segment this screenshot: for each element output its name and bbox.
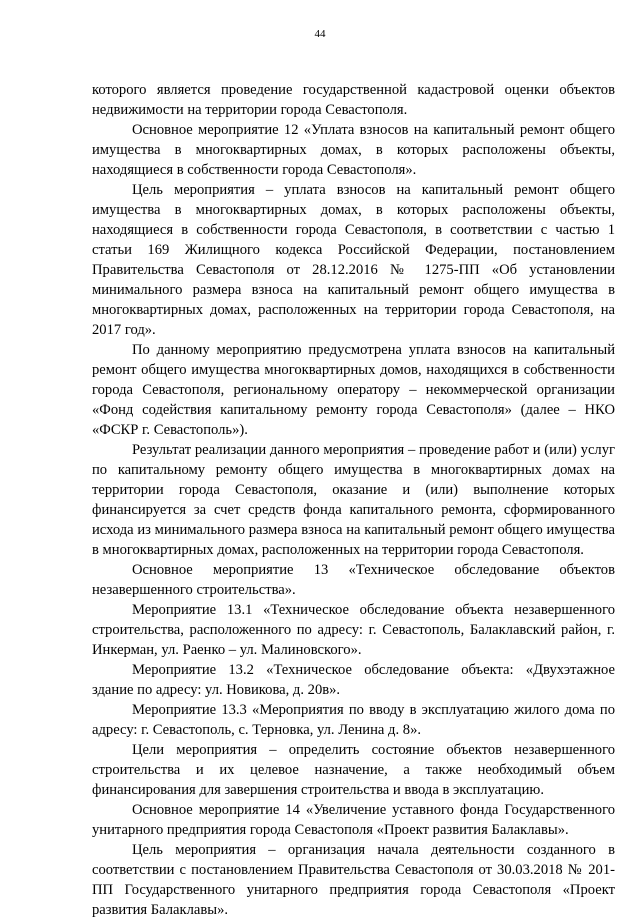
- paragraph-activity-13-3: Мероприятие 13.3 «Мероприятия по вводу в эксплуатацию жилого дома по адресу: г. Севастополь, с. Терновка, ул. Ленина д. 8».: [92, 702, 615, 738]
- paragraph-cadastral-continuation: которого является проведение государственной кадастровой оценки объектов недвижимости на территории города Севастополя.: [92, 82, 615, 118]
- paragraph-activity-13-1: Мероприятие 13.1 «Техническое обследование объекта незавершенного строительства, расположенного по адресу: г. Севастополь, Балаклавский район, г. Инкерман, ул. Раенко – ул. Малиновского».: [92, 602, 615, 658]
- page-number: 44: [314, 28, 326, 40]
- paragraph-main-activity-14: Основное мероприятие 14 «Увеличение уставного фонда Государственного унитарного предприятия города Севастополя «Проект развития Балаклавы».: [92, 802, 615, 838]
- paragraph-main-activity-13: Основное мероприятие 13 «Техническое обследование объектов незавершенного строительства».: [92, 562, 615, 598]
- paragraph-activity-13-2: Мероприятие 13.2 «Техническое обследование объекта: «Двухэтажное здание по адресу: ул. Новикова, д. 20в».: [92, 662, 615, 698]
- paragraph-activity-13-goals: Цели мероприятия – определить состояние объектов незавершенного строительства и их целевое назначение, а также необходимый объем финансирования для завершения строительства и ввода в эксплуатацию.: [92, 742, 615, 798]
- document-body: [92, 80, 615, 920]
- paragraph-activity-12-goal: Цель мероприятия – уплата взносов на капитальный ремонт общего имущества в многоквартирных домах, в которых расположены объекты, находящиеся в собственности города Севастополя, в соответствии с частью 1 статьи 169 Жилищного кодекса Российской Федерации, постановлением Правительства Севастополя от 28.12.2016 № 1275-ПП «Об установлении минимального размера взноса на капитальный ремонт общего имущества в многоквартирных домах, расположенных на территории города Севастополя, на 2017 год».: [92, 182, 615, 338]
- paragraph-main-activity-12: Основное мероприятие 12 «Уплата взносов на капитальный ремонт общего имущества в многоквартирных домах, в которых расположены объекты, находящиеся в собственности города Севастополя».: [92, 122, 615, 178]
- paragraph-activity-14-goal: Цель мероприятия – организация начала деятельности созданного в соответствии с постановлением Правительства Севастополя от 30.03.2018 № 201-ПП Государственного унитарного предприятия города Севастополя «Проект развития Балаклавы».: [92, 842, 615, 918]
- paragraph-activity-12-result: Результат реализации данного мероприятия – проведение работ и (или) услуг по капитальному ремонту общего имущества в многоквартирных домах на территории города Севастополя, оказание и (или) выполнение которых финансируется за счет средств фонда капитального ремонта, сформированного исхода из минимального размера взноса на капитальный ремонт общего имущества в многоквартирных домах, расположенных на территории города Севастополя.: [92, 442, 615, 558]
- paragraph-activity-12-payment: По данному мероприятию предусмотрена уплата взносов на капитальный ремонт общего имущества многоквартирных домов, находящихся в собственности города Севастополя, региональному оператору – некоммерческой организации «Фонд содействия капитальному ремонту города Севастополя» (далее – НКО «ФСКР г. Севастополь»).: [92, 342, 615, 438]
